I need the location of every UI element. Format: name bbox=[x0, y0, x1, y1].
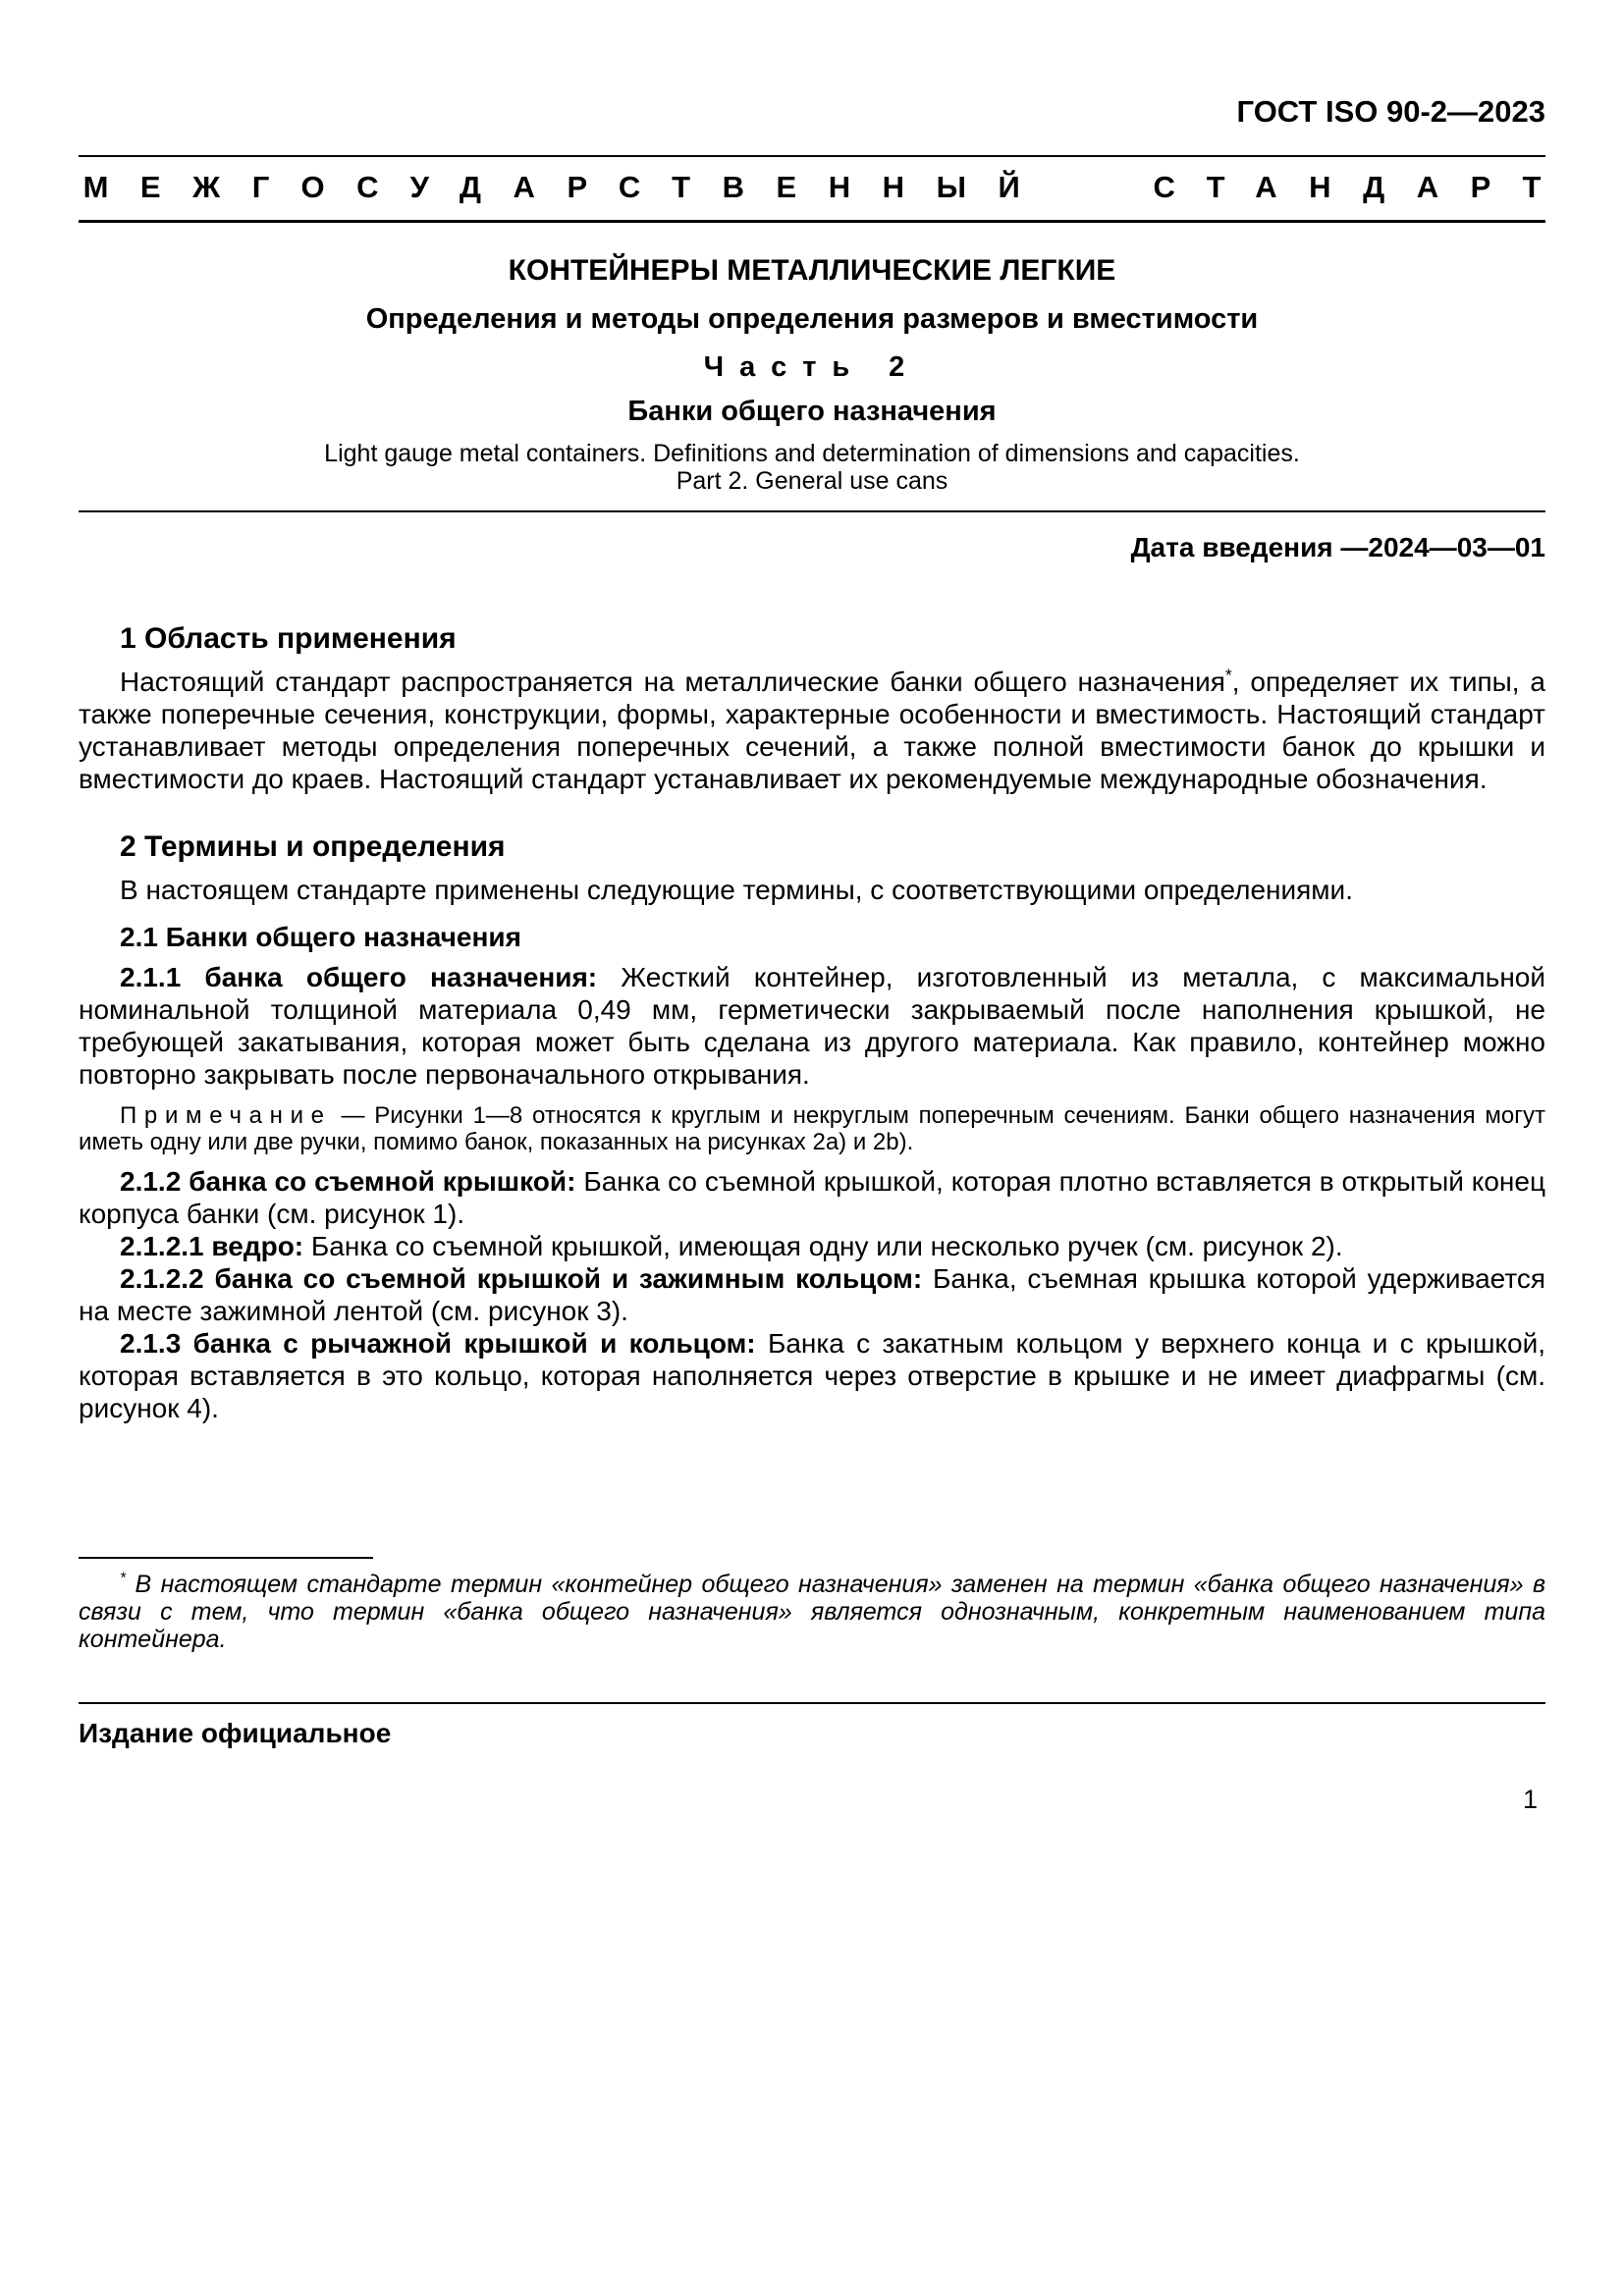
part-label: Часть 2 bbox=[703, 351, 921, 383]
term-2-1-3 bbox=[79, 1327, 1545, 1424]
footnote-divider bbox=[79, 1557, 373, 1559]
title-divider bbox=[79, 510, 1545, 512]
title-ru: КОНТЕЙНЕРЫ МЕТАЛЛИЧЕСКИЕ ЛЕГКИЕ bbox=[508, 254, 1116, 287]
edition-label: Издание официальное bbox=[79, 1718, 392, 1748]
doc-code: ГОСТ ISO 90-2—2023 bbox=[1236, 94, 1545, 129]
subtitle-ru: Определения и методы определения размеров и вместимости bbox=[365, 303, 1259, 335]
term-lead: 2.1.1 банка общего назначения: bbox=[120, 962, 598, 992]
title-en-line1: Light gauge metal containers. Definitions and determination of dimensions and capacities. bbox=[324, 440, 1300, 467]
footnote-text: В настоящем стандарте термин «контейнер общего назначения» заменен на термин «банка общего назначения» в связи с тем, что термин «банка общего назначения» является однозначным, конкретным наименованием типа контейнера. bbox=[79, 1571, 1545, 1653]
paragraph-text: Настоящий стандарт распространяется на металлические банки общего назначения bbox=[120, 667, 1225, 697]
standard-kind-band bbox=[79, 155, 1573, 223]
note-text: — Рисунки 1—8 относятся к круглым и некруглым поперечным сечениям. Банки общего назначения могут иметь одну или две ручки, помимо банок, показанных на рисунках 2a) и 2b). bbox=[79, 1102, 1545, 1155]
title-en-line2: Part 2. General use cans bbox=[676, 467, 948, 495]
section-1-heading: 1 Область применения bbox=[120, 622, 457, 655]
term-definition: Банка со съемной крышкой, имеющая одну или несколько ручек (см. рисунок 2). bbox=[303, 1231, 1343, 1261]
footnote-marker: * bbox=[120, 1570, 127, 1587]
footer-divider bbox=[79, 1702, 1545, 1704]
paragraph-text: , определяет их типы, а также поперечные сечения, конструкции, формы, характерные особенности и вместимость. Настоящий стандарт устанавливает методы определения поперечных сечений, а также полной вместимости банок до крышки и вместимости до краев. Настоящий стандарт устанавливает их рекомендуемые международные обозначения. bbox=[79, 667, 1545, 794]
title-block bbox=[79, 254, 1545, 495]
term-2-1-1 bbox=[79, 961, 1545, 1091]
section-2-intro: В настоящем стандарте применены следующие термины, с соответствующими определениями. bbox=[120, 875, 1353, 905]
section-1-paragraph bbox=[79, 666, 1545, 795]
effective-date: Дата введения —2024—03—01 bbox=[1130, 532, 1545, 562]
term-lead: 2.1.2.1 ведро: bbox=[120, 1231, 304, 1261]
standard-kind-label: МЕЖГОСУДАРСТВЕННЫЙ СТАНДАРТ bbox=[82, 170, 1573, 204]
note-label: Примечание bbox=[120, 1102, 332, 1129]
footnote-paragraph bbox=[79, 1571, 1545, 1653]
term-2-1-2-1 bbox=[79, 1230, 1545, 1262]
term-definition: Банка с закатным кольцом у верхнего конца и с крышкой, которая вставляется в это кольцо, которая наполняется через отверстие в крышке и не имеет диафрагмы (см. рисунок 4). bbox=[79, 1328, 1545, 1423]
term-lead: 2.1.3 банка с рычажной крышкой и кольцом: bbox=[120, 1328, 756, 1359]
term-lead: 2.1.2 банка со съемной крышкой: bbox=[120, 1166, 576, 1197]
term-2-1-2 bbox=[79, 1165, 1545, 1230]
footnote-marker: * bbox=[1224, 665, 1232, 685]
term-2-1-2-2 bbox=[79, 1262, 1545, 1327]
subsection-2-1-heading: 2.1 Банки общего назначения bbox=[120, 922, 521, 952]
term-definition: Жесткий контейнер, изготовленный из металла, с максимальной номинальной толщиной материала 0,49 мм, герметически закрываемый после наполнения крышкой, не требующей закатывания, которая может быть сделана из другого материала. Как правило, контейнер можно повторно закрывать после первоначального открывания. bbox=[79, 962, 1545, 1090]
term-definition: Банка, съемная крышка которой удерживается на месте зажимной лентой (см. рисунок 3). bbox=[79, 1263, 1545, 1326]
term-definition: Банка со съемной крышкой, которая плотно вставляется в открытый конец корпуса банки (см. рисунок 1). bbox=[79, 1166, 1545, 1229]
note-paragraph bbox=[79, 1102, 1545, 1155]
term-lead: 2.1.2.2 банка со съемной крышкой и зажимным кольцом: bbox=[120, 1263, 923, 1294]
section-2-heading: 2 Термины и определения bbox=[120, 830, 506, 863]
part-title: Банки общего назначения bbox=[627, 396, 997, 427]
page-number: 1 bbox=[1522, 1785, 1538, 1814]
footnote-block bbox=[79, 1557, 1545, 1749]
